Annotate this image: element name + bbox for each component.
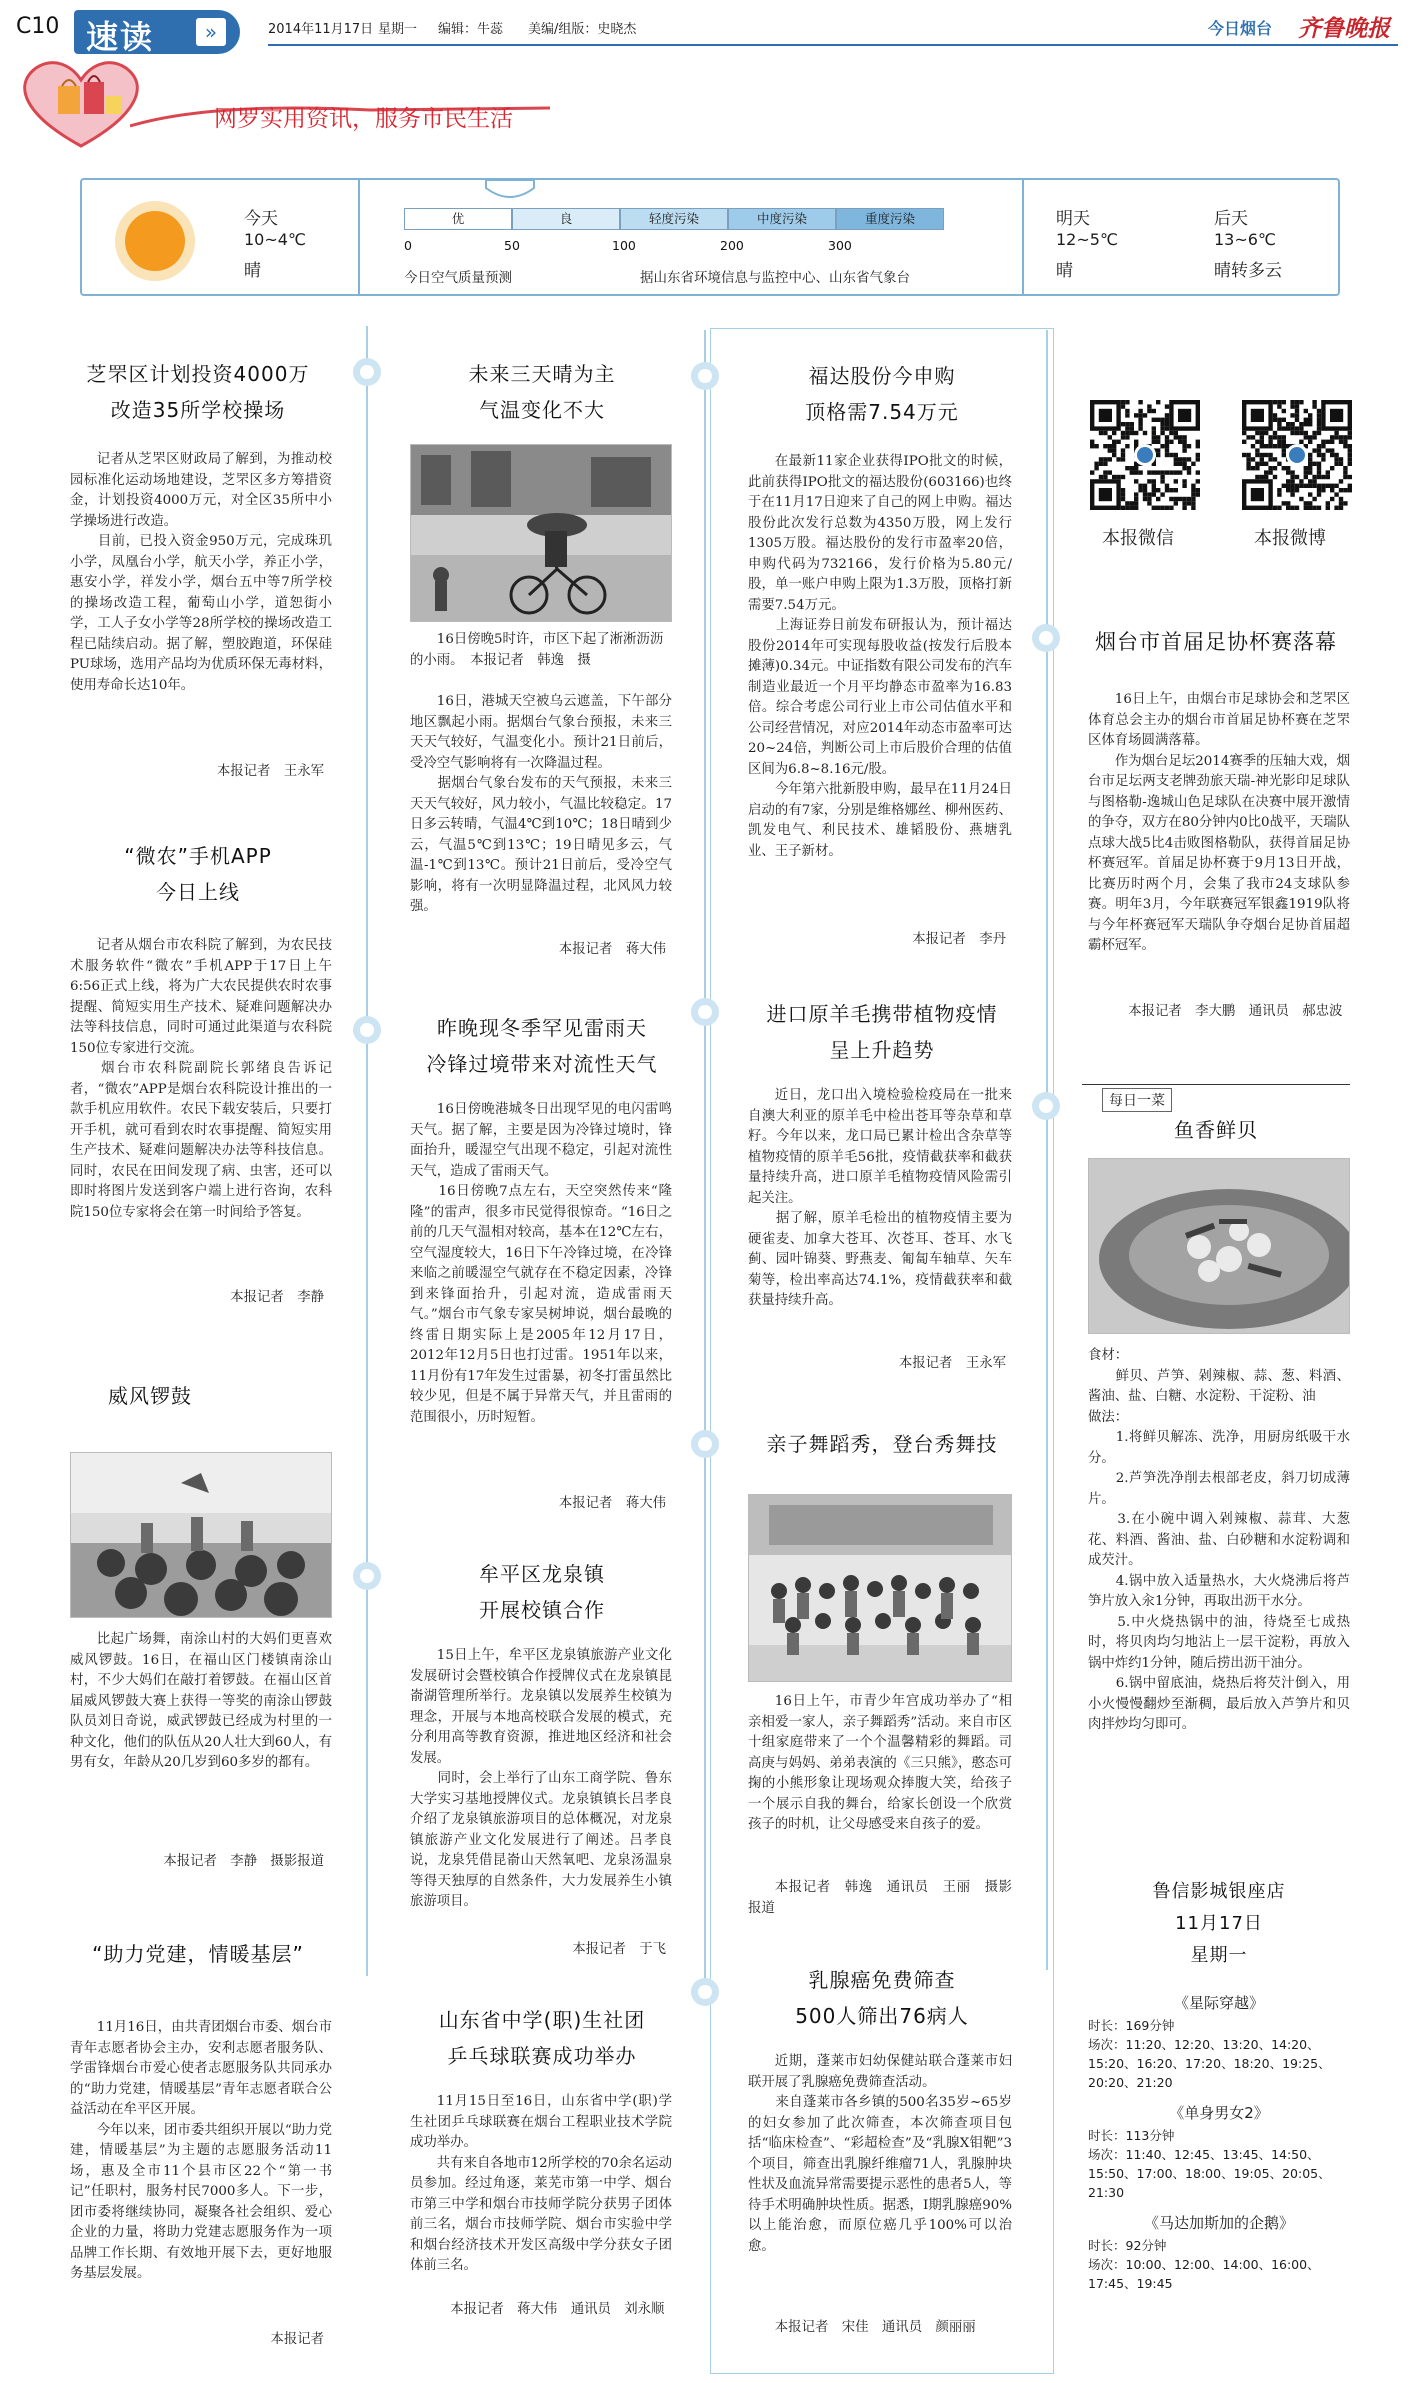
- article-body: 记者从芝罘区财政局了解到，为推动校园标准化运动场地建设，芝罘区多方筹措资金，计划投资4000万元，对全区35所中小学操场进行改造。 目前，已投入资金950万元，完成珠玑小学，凤凰台小学，航天小学，养正小学，惠安小学，祥发小学，烟台五中等7所学校的操场改造工程，葡萄山小学，道恕街小学，工人子女小学等28所学校的操场改造工程已陆续启动。据了解，塑胶跑道，环保硅PU球场，选用产品均为优质环保无毒材料，使用寿命长达10年。: [70, 452, 332, 693]
- byline: 本报记者 宋佳 通讯员 颜丽丽: [774, 2320, 976, 2335]
- byline: 本报记者 蒋大伟 通讯员 刘永顺: [450, 2302, 665, 2317]
- movie-showtimes: 场次：11:40、12:45、13:45、14:50、15:50、17:00、18:00、19:05、20:05、21:30: [1088, 2147, 1331, 2200]
- page-number: C10: [16, 14, 60, 39]
- movie-title: 《单身男女2》: [1169, 2104, 1269, 2122]
- photo-caption: 16日上午，市青少年宫成功举办了“相亲相爱一家人，亲子舞蹈秀”活动。来自市区十组家庭带来了一个个温馨精彩的舞蹈。司高庚与妈妈、弟弟表演的《三只熊》，憨态可掬的小熊形象让现场观众捧腹大笑，给孩子一个展示自我的舞台，给家长创设一个欣赏孩子的时机，让父母感受来自孩子的爱。: [748, 1694, 1012, 1832]
- recipe-body: 食材： 鲜贝、芦笋、剁辣椒、蒜、葱、料酒、酱油、盐、白糖、水淀粉、干淀粉、油 做法： 1.将鲜贝解冻、洗净，用厨房纸吸干水分。 2.芦笋洗净削去根部老皮，斜刀切成薄片。 3.在小碗中调入剁辣椒、蒜茸、大葱花、料酒、酱油、盐、白砂糖和水淀粉调和成芡汁。 4.锅中放入适量热水，大火烧沸后将芦笋片放入汆1分钟，再取出沥干水分。 5.中火烧热锅中的油，待烧至七成热时，将贝肉均匀地沾上一层干淀粉，再放入锅中炸约1分钟，随后捞出沥干油分。 6.锅中留底油，烧热后将芡汁倒入，用小火慢慢翻炒至渐稠，最后放入芦笋片和贝肉拌炒均匀即可。: [1088, 1348, 1350, 1732]
- byline: 本报记者 李丹: [912, 932, 1006, 947]
- after-label: 后天: [1214, 209, 1248, 229]
- timeline-dot: [691, 1978, 719, 2006]
- aq-pointer: [482, 180, 538, 204]
- parent-child-dance-photo: [748, 1494, 1012, 1682]
- aq-tick: 50: [504, 238, 520, 253]
- headline: 昨晚现冬季罕见雷雨天 冷锋过境带来对流性天气: [426, 1016, 658, 1076]
- headline: 芝罘区计划投资4000万 改造35所学校操场: [86, 362, 310, 422]
- aq-caption: 今日空气质量预测: [404, 270, 512, 286]
- rain-cyclist-photo: [410, 444, 672, 622]
- aq-level-3: 中度污染: [728, 208, 836, 230]
- byline: 本报记者 蒋大伟: [558, 942, 666, 957]
- weibo-qr-code[interactable]: [1242, 400, 1352, 510]
- header-column: 今日烟台: [1208, 19, 1273, 38]
- timeline-line: [704, 330, 706, 2000]
- aq-tick: 100: [612, 238, 636, 253]
- today-condition: 晴: [244, 261, 261, 281]
- photo-caption: 比起广场舞，南涂山村的大妈们更喜欢威风锣鼓。16日，在福山区门楼镇南涂山村，不少大妈们在敲打着锣鼓。在福山区首届威风锣鼓大赛上获得一等奖的南涂山锣鼓队员刘日奇说，威武锣鼓已经成为村里的一种文化，他们的队伍从20人壮大到60人，有男有女，年龄从20几岁到60多岁的都有。: [70, 1632, 332, 1770]
- tomorrow-temp: 12~5℃: [1056, 230, 1118, 249]
- drum-performance-photo: [70, 1452, 332, 1618]
- page-header: [0, 0, 1417, 56]
- header-date: 2014年11月17日: [268, 22, 374, 37]
- byline: 本报记者 李静 摄影报道: [163, 1854, 324, 1869]
- timeline-dot: [1032, 1092, 1060, 1120]
- headline: 威风锣鼓: [108, 1384, 192, 1408]
- article-body: 16日傍晚港城冬日出现罕见的电闪雷鸣天气。据了解，主要是因为冷锋过境时，锋面抬升，暖湿空气出现不稳定，引起对流性天气，造成了雷雨天气。 16日傍晚7点左右，天空突然传来“隆隆”的雷声，很多市民觉得很惊奇。“16日之前的几天气温相对较高，基本在12℃左右，空气湿度较大，16日下午冷锋过境，在冷锋来临之前暖湿空气就存在不稳定因素，冷锋到来锋面抬升，引起对流，造成雷雨天气。”烟台市气象专家吴树坤说，烟台最晚的终雷日期实际上是2005年12月17日，2012年12月5日也打过雷。1951年以来，11月份有17年发生过雷暴，初冬打雷虽然比较少见，但是不属于异常天气，并且雷雨的范围很小，历时短暂。: [410, 1102, 672, 1425]
- divider: [1022, 180, 1024, 294]
- movie-length: 时长：169分钟: [1088, 2018, 1175, 2033]
- aq-scale: [404, 208, 944, 230]
- article-body: 记者从烟台市农科院了解到，为农民技术服务软件“微农”手机APP于17日上午6:56正式上线，将为广大农民提供农时农事提醒、简短实用生产技术、疑难问题解决办法等科技信息，同时可通过此渠道与农科院150位专家进行交流。 烟台市农科院副院长郭绪良告诉记者，“微农”APP是烟台农科院设计推出的一款手机应用软件。农民下载安装后，只要打开手机，就可看到农时农事提醒、简短实用生产技术、疑难问题解决办法等科技信息。同时，农民在田间发现了病、虫害，还可以即时将图片发送到客户端上进行咨询，农科院150位专家将会在第一时间给予答复。: [70, 938, 332, 1220]
- aq-level-4: 重度污染: [836, 208, 944, 230]
- tomorrow-label: 明天: [1056, 209, 1090, 229]
- movie-showtimes: 场次：10:00、12:00、14:00、16:00、17:45、19:45: [1088, 2257, 1320, 2291]
- headline: 亲子舞蹈秀，登台秀舞技: [766, 1432, 998, 1456]
- today-label: 今天: [244, 209, 278, 229]
- byline: 本报记者 王永军: [216, 764, 324, 779]
- timeline-dot: [353, 1016, 381, 1044]
- scallop-dish-photo: [1088, 1158, 1350, 1334]
- movie-list: [1088, 1990, 1350, 2301]
- brand-logo: 齐鲁晚报: [1298, 15, 1390, 42]
- movie-length: 时长：92分钟: [1088, 2238, 1167, 2253]
- aq-level-2: 轻度污染: [620, 208, 728, 230]
- aq-level-0: 优: [404, 208, 512, 230]
- headline: 山东省中学(职)生社团 乒乓球联赛成功举办: [438, 2008, 646, 2068]
- cinema-title: 鲁信影城银座店 11月17日 星期一: [1152, 1881, 1286, 1966]
- qr-label: 本报微信: [1102, 528, 1174, 549]
- timeline-dot: [1032, 624, 1060, 652]
- headline: 进口原羊毛携带植物疫情 呈上升趋势: [766, 1002, 998, 1062]
- movie-showtimes: 场次：11:20、12:20、13:20、14:20、15:20、16:20、17:20、18:20、19:25、20:20、21:20: [1088, 2037, 1331, 2090]
- section-title: 速读: [86, 18, 155, 56]
- headline: 乳腺癌免费筛查 500人筛出76病人: [795, 1968, 969, 2028]
- headline: 牟平区龙泉镇 开展校镇合作: [479, 1562, 605, 1622]
- header-design: 美编/组版：史晓杰: [528, 22, 637, 37]
- divider: [358, 180, 360, 294]
- header-editor: 编辑：牛蕊: [438, 22, 504, 37]
- timeline-dot: [353, 358, 381, 386]
- article-body: 16日，港城天空被乌云遮盖，下午部分地区飘起小雨。据烟台气象台预报，未来三天天气较好，气温变化小。预计21日前后，受冷空气影响将有一次降温过程。 据烟台气象台发布的天气预报，未来三天天气较好，风力较小，气温比较稳定。17日多云转晴，气温4℃到10℃；18日晴到少云，气温5℃到13℃；19日晴见多云，气温-1℃到13℃。预计21日前后，受冷空气影响，将有一次明显降温过程，北风风力较强。: [410, 694, 672, 914]
- timeline-dot: [691, 362, 719, 390]
- byline: 本报记者: [270, 2332, 324, 2347]
- slogan: 网罗实用资讯，服务市民生活: [214, 106, 513, 132]
- byline: 本报记者 王永军: [898, 1356, 1006, 1371]
- headline: “助力党建，情暖基层”: [92, 1942, 304, 1966]
- aq-tick: 300: [828, 238, 852, 253]
- timeline-dot: [691, 1430, 719, 1458]
- movie-title: 《马达加斯加的企鹅》: [1143, 2214, 1294, 2232]
- aq-source: 据山东省环境信息与监控中心、山东省气象台: [640, 270, 910, 286]
- qr-label: 本报微博: [1254, 528, 1326, 549]
- tomorrow-condition: 晴: [1056, 261, 1073, 281]
- sun-icon: [110, 196, 200, 286]
- aq-tick: 200: [720, 238, 744, 253]
- header-rule: [268, 44, 1398, 46]
- headline: 福达股份今申购 顶格需7.54万元: [805, 364, 959, 424]
- movie-title: 《星际穿越》: [1173, 1994, 1264, 2012]
- aq-ticks: [404, 238, 944, 256]
- forward-arrows-icon: »: [196, 18, 226, 46]
- article-body: 11月16日，由共青团烟台市委、烟台市青年志愿者协会主办，安利志愿者服务队、学雷锋烟台市爱心使者志愿服务队共同承办的“助力党建，情暖基层”青年志愿者联合公益活动在牟平区开展。 今年以来，团市委共组织开展以“助力党建，情暖基层”为主题的志愿服务活动11场，惠及全市11个县市区22个“第一书记”任职村，服务村民7000多人。下一步，团市委将继续协同，凝聚各社会组织、爱心企业的力量，将助力党建志愿服务作为一项品牌工作长期、有效地开展下去，更好地服务基层发展。: [70, 2020, 332, 2281]
- article-body: 在最新11家企业获得IPO批文的时候，此前获得IPO批文的福达股份(603166)也终于在11月17日迎来了自己的网上申购。福达股份此次发行总数为4350万股，网上发行1305万股。福达股份的发行市盈率20倍，申购代码为732166，发行价格为5.80元/股，单一账户申购上限为1.3万股，顶格打新需要7.54万元。 上海证券日前发布研报认为，预计福达股份2014年可实现每股收益(按发行后股本摊薄)0.34元。中证指数有限公司发布的汽车制造业最近一个月平均静态市盈率为16.83倍。综合考虑公司行业上市公司估值水平和公司经营情况，对应2014年动态市盈率可达20~24倍，判断公司上市后股价合理的估值区间为6.8~8.16元/股。 今年第六批新股申购，最早在11月24日启动的有7家，分别是维格娜丝、柳州医药、凯发电气、利民技术、雄韬股份、燕塘乳业、王子新材。: [748, 454, 1012, 859]
- timeline-line: [366, 326, 368, 1976]
- byline: 本报记者 于飞: [572, 1942, 666, 1957]
- byline: 本报记者 李静: [230, 1290, 324, 1305]
- byline: 本报记者 韩逸 通讯员 王丽 摄影报道: [748, 1880, 1012, 1916]
- headline: 烟台市首届足协杯赛落幕: [1095, 630, 1337, 654]
- article-body: 近期，蓬莱市妇幼保健站联合蓬莱市妇联开展了乳腺癌免费筛查活动。 来自蓬莱市各乡镇的500名35岁~65岁的妇女参加了此次筛查，本次筛查项目包括“临床检查”、“彩超检查”及“乳腺X钼靶”3个项目，筛查出乳腺纤维瘤71人，乳腺肿块性状及血流异常需要提示恶性的患者5人，等待手术明确肿块性质。据悉，I期乳腺癌90%以上能治愈，而原位癌几乎100%可以治愈。: [748, 2054, 1012, 2254]
- after-condition: 晴转多云: [1214, 261, 1282, 281]
- headline: 未来三天晴为主 气温变化不大: [468, 362, 616, 422]
- headline: “微农”手机APP 今日上线: [124, 844, 272, 904]
- byline: 本报记者 李大鹏 通讯员 郝忠波: [1128, 1004, 1343, 1019]
- article-body: 11月15日至16日，山东省中学(职)学生社团乒乓球联赛在烟台工程职业技术学院成功举办。 共有来自各地市12所学校的70余名运动员参加。经过角逐，莱芜市第一中学、烟台市第三中学和烟台市技师学院分获男子团体前三名，烟台市技师学院、烟台市实验中学和烟台经济技术开发区高级中学分获女子团体前三名。: [410, 2094, 672, 2273]
- article-body: 15日上午，牟平区龙泉镇旅游产业文化发展研讨会暨校镇合作授牌仪式在龙泉镇昆嵛湖管理所举行。龙泉镇以发展养生校镇为理念，开展与本地高校联合发展的模式，充分利用高等教育资源，推进地区经济和社会发展。 同时，会上举行了山东工商学院、鲁东大学实习基地授牌仪式。龙泉镇镇长吕孝良介绍了龙泉镇旅游项目的总体概况，对龙泉镇旅游产业文化发展进行了阐述。吕孝良说，龙泉凭借昆嵛山天然氧吧、龙泉汤温泉等得天独厚的自然条件，大力发展养生小镇旅游项目。: [410, 1648, 672, 1909]
- article-body: 16日上午，由烟台市足球协会和芝罘区体育总会主办的烟台市首届足协杯赛在芝罘区体育场圆满落幕。 作为烟台足坛2014赛季的压轴大戏，烟台市足坛两支老牌劲旅天瑞-神光影印足球队与图格勒-逸城山色足球队在决赛中展开激情的争夺，双方在80分钟内0比0战平，天瑞队点球大战5比4击败图格勒队，获得首届足协杯赛冠军。首届足协杯赛于9月13日开战，比赛历时两个月，会集了我市24支球队参赛。明年3月，今年联赛冠军银鑫1919队将与今年杯赛冠军天瑞队争夺烟台足协首届超霸杯冠军。: [1088, 692, 1350, 953]
- after-temp: 13~6℃: [1214, 230, 1276, 249]
- recipe-title: 鱼香鲜贝: [1174, 1118, 1258, 1142]
- byline: 本报记者 蒋大伟: [558, 1496, 666, 1511]
- photo-caption: 16日傍晚5时许，市区下起了淅淅沥沥的小雨。 本报记者 韩逸 摄: [410, 632, 664, 668]
- aq-tick: 0: [404, 238, 412, 253]
- recipe-tag: 每日一菜: [1102, 1088, 1172, 1112]
- timeline-dot: [353, 1562, 381, 1590]
- header-weekday: 星期一: [378, 22, 418, 37]
- wechat-qr-code[interactable]: [1090, 400, 1200, 510]
- today-temp: 10~4℃: [244, 230, 306, 249]
- article-body: 近日，龙口出入境检验检疫局在一批来自澳大利亚的原羊毛中检出苍耳等杂草和草籽。今年以来，龙口局已累计检出含杂草等植物疫情的原羊毛56批，疫情截获率和截获量持续升高，进口原羊毛植物疫情风险需引起关注。 据了解，原羊毛检出的植物疫情主要为硬雀麦、加拿大苍耳、次苍耳、苍耳、水飞蓟、园叶锦葵、野燕麦、匍匐车轴草、矢车菊等，检出率高达74.1%，疫情截获率和截获量持续升高。: [748, 1088, 1012, 1308]
- movie-length: 时长：113分钟: [1088, 2128, 1175, 2143]
- timeline-dot: [691, 998, 719, 1026]
- aq-level-1: 良: [512, 208, 620, 230]
